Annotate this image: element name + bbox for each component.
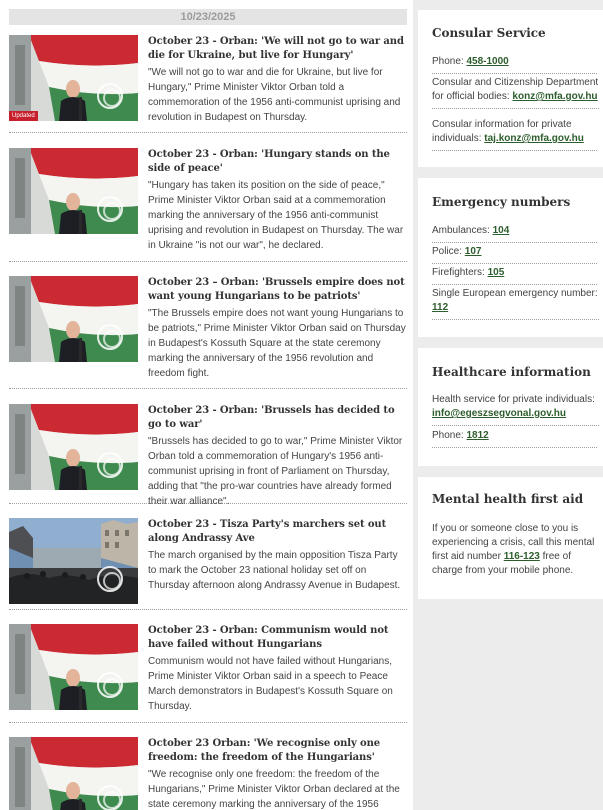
news-item[interactable] xyxy=(9,624,407,723)
mental-health-text: If you or someone close to you is experiencing a crisis, call this mental first aid number 116-123 free of charge from your mobile phone. xyxy=(432,523,595,576)
news-thumbnail[interactable] xyxy=(9,624,138,710)
health-phone-row: Phone: 1812 xyxy=(432,429,597,448)
health-service-email[interactable]: info@egeszsegvonal.gov.hu xyxy=(432,408,567,419)
video-play-icon xyxy=(97,196,123,222)
video-play-icon xyxy=(97,83,123,109)
updated-badge: Updated xyxy=(9,111,38,121)
news-title[interactable]: October 23 - Tisza Party's marchers set out along Andrassy Ave xyxy=(148,519,387,544)
firefighters-row: Firefighters: 105 xyxy=(432,266,597,285)
mental-health-title: Mental health first aid xyxy=(432,492,584,506)
video-play-icon xyxy=(97,672,123,698)
consular-service-card xyxy=(418,10,603,167)
news-thumbnail[interactable] xyxy=(9,518,138,604)
news-excerpt: "We recognise only one freedom: the freedom of the Hungarians," Prime Minister Viktor Orban declared at the state ceremony marking the anniversary of the 1956 xyxy=(148,769,400,810)
news-thumbnail[interactable] xyxy=(9,35,138,121)
police-row: Police: 107 xyxy=(432,245,597,264)
mental-health-card xyxy=(418,477,603,599)
video-play-icon xyxy=(97,785,123,810)
news-excerpt: The march organised by the main opposition Tisza Party to mark the October 23 national holiday set off on Thursday afternoon along Andrassy Avenue in Budapest. xyxy=(148,550,401,591)
flag-speech-photo xyxy=(9,276,138,362)
consular-official-row: Consular and Citizenship Department for official bodies: konz@mfa.gov.hu xyxy=(432,76,599,109)
news-thumbnail[interactable] xyxy=(9,404,138,490)
consular-phone-link[interactable]: 458-1000 xyxy=(466,56,509,67)
news-title[interactable]: October 23 – Orban: 'Brussels empire does not want young Hungarians to be patriots' xyxy=(148,277,405,302)
news-item[interactable] xyxy=(9,518,407,610)
news-thumbnail[interactable] xyxy=(9,737,138,810)
date-header: 10/23/2025 xyxy=(9,9,407,25)
consular-title: Consular Service xyxy=(432,26,546,40)
police-number[interactable]: 107 xyxy=(464,246,482,257)
emergency-title: Emergency numbers xyxy=(432,195,571,209)
consular-private-row: Consular information for private individuals: taj.konz@mfa.gov.hu xyxy=(432,118,597,151)
video-play-icon xyxy=(97,452,123,478)
european-emergency-row: Single European emergency number: 112 xyxy=(432,287,599,320)
news-item[interactable] xyxy=(9,404,407,507)
news-title[interactable]: October 23 - Orban: 'We will not go to war and die for Ukraine, but live for Hungary' xyxy=(148,36,404,61)
street-march-photo xyxy=(9,518,138,604)
european-emergency-number[interactable]: 112 xyxy=(432,302,449,313)
news-item[interactable] xyxy=(9,276,407,389)
ambulances-number[interactable]: 104 xyxy=(492,225,510,236)
health-service-row: Health service for private individuals: info@egeszsegvonal.gov.hu xyxy=(432,393,599,426)
video-play-icon xyxy=(97,324,123,350)
flag-speech-photo xyxy=(9,404,138,490)
news-thumbnail[interactable] xyxy=(9,148,138,234)
healthcare-title: Healthcare information xyxy=(432,365,591,379)
news-title[interactable]: October 23 Orban: 'We recognise only one freedom: the freedom of the Hungarians' xyxy=(148,738,381,763)
news-item[interactable] xyxy=(9,35,407,133)
news-excerpt: Communism would not have failed without Hungarians, Prime Minister Viktor Orban said in a speech to Peace March demonstrators in Budapest's Kossuth Square on Thursday. xyxy=(148,656,393,712)
news-excerpt: "The Brussels empire does not want young Hungarians to be patriots," Prime Minister Viktor Orban said on Thursday in Budapest's Kossuth Square at the state ceremony marking the anniversary of the 1956 revolution and freedom fight. xyxy=(148,308,406,379)
news-item[interactable] xyxy=(9,737,407,810)
flag-speech-photo xyxy=(9,35,138,121)
firefighters-number[interactable]: 105 xyxy=(487,267,505,278)
healthcare-card xyxy=(418,348,603,466)
mental-health-number[interactable]: 116-123 xyxy=(503,551,540,562)
news-excerpt: "Brussels has decided to go to war," Prime Minister Viktor Orban told a commemoration of Hungary's 1956 anti-communist uprising in front of Parliament on Thursday, adding that "the pro-war countries have already formed their war alliance". xyxy=(148,436,403,507)
news-title[interactable]: October 23 - Orban: Communism would not have failed without Hungarians xyxy=(148,625,389,650)
consular-private-email[interactable]: taj.konz@mfa.gov.hu xyxy=(484,133,584,144)
video-play-icon xyxy=(97,566,123,592)
news-excerpt: "We will not go to war and die for Ukraine, but live for Hungary," Prime Minister Viktor Orban told a commemoration of the 1956 anti-communist uprising and revolution in Budapest on Thursday. xyxy=(148,67,401,123)
consular-official-email[interactable]: konz@mfa.gov.hu xyxy=(512,91,598,102)
health-phone-number[interactable]: 1812 xyxy=(466,430,489,441)
consular-phone-row: Phone: 458-1000 xyxy=(432,55,597,74)
news-item[interactable] xyxy=(9,148,407,262)
news-excerpt: "Hungary has taken its position on the side of peace," Prime Minister Viktor Orban said at a commemoration marking the anniversary of the 1956 anti-communist uprising and revolution in Budapest on Thursday. The war in Ukraine "is not our war", he declared. xyxy=(148,180,404,251)
flag-speech-photo xyxy=(9,624,138,710)
news-title[interactable]: October 23 - Orban: 'Hungary stands on the side of peace' xyxy=(148,149,390,174)
news-thumbnail[interactable] xyxy=(9,276,138,362)
emergency-numbers-card xyxy=(418,178,603,337)
ambulances-row: Ambulances: 104 xyxy=(432,224,597,243)
news-title[interactable]: October 23 - Orban: 'Brussels has decided to go to war' xyxy=(148,405,395,430)
flag-speech-photo xyxy=(9,148,138,234)
